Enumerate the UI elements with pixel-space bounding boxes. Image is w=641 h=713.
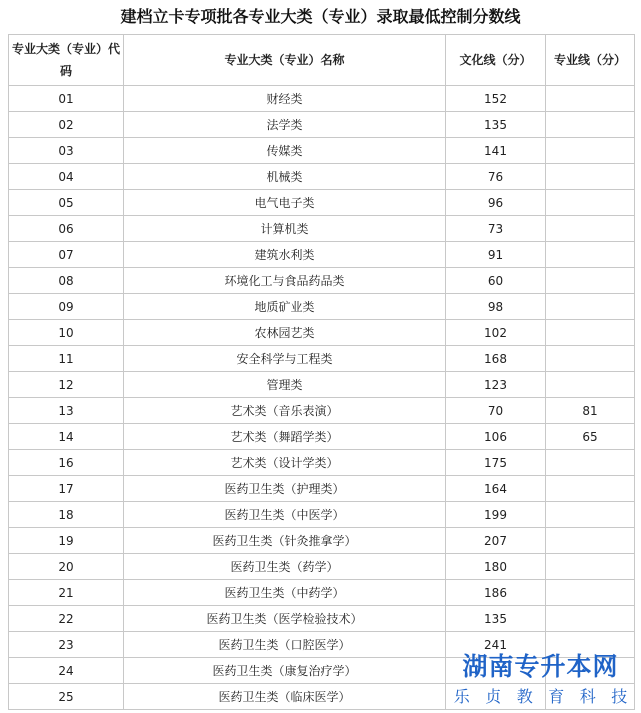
- cell-name: 传媒类: [124, 138, 446, 164]
- cell-culture-score: 186: [446, 580, 546, 606]
- cell-name: 电气电子类: [124, 190, 446, 216]
- cell-name: 管理类: [124, 372, 446, 398]
- watermark-subtitle: [440, 684, 641, 710]
- cell-major-score: [546, 190, 635, 216]
- cell-code: 09: [9, 294, 124, 320]
- cell-code: 05: [9, 190, 124, 216]
- table-row: [9, 294, 635, 320]
- cell-culture-score: 199: [446, 502, 546, 528]
- cell-name: 艺术类（舞蹈学类）: [124, 424, 446, 450]
- table-row: [9, 86, 635, 112]
- table-row: [9, 606, 635, 632]
- cell-name: 医药卫生类（护理类）: [124, 476, 446, 502]
- table-row: [9, 242, 635, 268]
- cell-name: 医药卫生类（中医学）: [124, 502, 446, 528]
- watermark-char: 育: [548, 687, 565, 706]
- cell-culture-score: 102: [446, 320, 546, 346]
- cell-code: 04: [9, 164, 124, 190]
- cell-code: 21: [9, 580, 124, 606]
- table-row: [9, 398, 635, 424]
- cell-name: 艺术类（音乐表演）: [124, 398, 446, 424]
- table-row: [9, 138, 635, 164]
- cell-culture-score: 96: [446, 190, 546, 216]
- header-culture-score: 文化线（分）: [446, 35, 546, 86]
- cell-code: 02: [9, 112, 124, 138]
- cell-name: 计算机类: [124, 216, 446, 242]
- cell-major-score: [546, 216, 635, 242]
- cell-culture-score: 60: [446, 268, 546, 294]
- cell-code: 03: [9, 138, 124, 164]
- score-table: [8, 34, 635, 710]
- header-major-score: 专业线（分）: [546, 35, 635, 86]
- cell-culture-score: 73: [446, 216, 546, 242]
- watermark-title: 湖南专升本网: [462, 652, 619, 681]
- cell-code: 24: [9, 658, 124, 684]
- table-row: [9, 346, 635, 372]
- cell-major-score: [546, 164, 635, 190]
- watermark-char: 科: [579, 687, 596, 706]
- cell-culture-score: 76: [446, 164, 546, 190]
- cell-name: 医药卫生类（药学）: [124, 554, 446, 580]
- cell-major-score: [546, 476, 635, 502]
- cell-name: 农林园艺类: [124, 320, 446, 346]
- cell-code: 22: [9, 606, 124, 632]
- cell-major-score: [546, 450, 635, 476]
- cell-code: 13: [9, 398, 124, 424]
- cell-culture-score: 207: [446, 528, 546, 554]
- cell-code: 14: [9, 424, 124, 450]
- cell-culture-score: 135: [446, 606, 546, 632]
- cell-culture-score: 98: [446, 294, 546, 320]
- cell-code: 11: [9, 346, 124, 372]
- cell-culture-score: 241: [446, 632, 546, 658]
- cell-major-score: [546, 346, 635, 372]
- cell-code: 20: [9, 554, 124, 580]
- cell-code: 10: [9, 320, 124, 346]
- table-row: [9, 528, 635, 554]
- cell-culture-score: 135: [446, 112, 546, 138]
- page-title: 建档立卡专项批各专业大类（专业）录取最低控制分数线: [120, 7, 521, 26]
- cell-code: 08: [9, 268, 124, 294]
- cell-culture-score: 164: [446, 476, 546, 502]
- table-row: [9, 372, 635, 398]
- cell-culture-score: 91: [446, 242, 546, 268]
- cell-major-score: [546, 294, 635, 320]
- cell-major-score: 81: [546, 398, 635, 424]
- table-row: [9, 112, 635, 138]
- table-row: [9, 502, 635, 528]
- table-row: [9, 216, 635, 242]
- cell-code: 01: [9, 86, 124, 112]
- table-row: [9, 320, 635, 346]
- cell-major-score: [546, 320, 635, 346]
- cell-culture-score: 152: [446, 86, 546, 112]
- cell-name: 医药卫生类（口腔医学）: [124, 632, 446, 658]
- cell-major-score: [546, 138, 635, 164]
- cell-code: 23: [9, 632, 124, 658]
- table-row: [9, 424, 635, 450]
- cell-name: 艺术类（设计学类）: [124, 450, 446, 476]
- cell-name: 医药卫生类（医学检验技术）: [124, 606, 446, 632]
- cell-major-score: [546, 268, 635, 294]
- cell-major-score: [546, 242, 635, 268]
- cell-name: 机械类: [124, 164, 446, 190]
- cell-major-score: [546, 372, 635, 398]
- cell-major-score: [546, 580, 635, 606]
- cell-culture-score: 141: [446, 138, 546, 164]
- cell-culture-score: 180: [446, 554, 546, 580]
- cell-culture-score: 123: [446, 372, 546, 398]
- watermark-char: 乐: [453, 687, 470, 706]
- cell-major-score: 65: [546, 424, 635, 450]
- table-row: [9, 580, 635, 606]
- watermark-char: 技: [611, 687, 628, 706]
- watermark-char: 教: [516, 687, 533, 706]
- cell-major-score: [546, 554, 635, 580]
- cell-major-score: [546, 112, 635, 138]
- cell-major-score: [546, 606, 635, 632]
- cell-culture-score: 175: [446, 450, 546, 476]
- cell-name: 医药卫生类（临床医学）: [124, 684, 446, 710]
- cell-code: 16: [9, 450, 124, 476]
- cell-code: 18: [9, 502, 124, 528]
- watermark-logo: [440, 650, 641, 713]
- cell-code: 07: [9, 242, 124, 268]
- cell-code: 12: [9, 372, 124, 398]
- cell-major-score: [546, 528, 635, 554]
- cell-name: 医药卫生类（针灸推拿学）: [124, 528, 446, 554]
- cell-code: 06: [9, 216, 124, 242]
- table-row: [9, 164, 635, 190]
- table-row: [9, 190, 635, 216]
- table-row: [9, 554, 635, 580]
- watermark-char: 贞: [485, 687, 502, 706]
- cell-name: 法学类: [124, 112, 446, 138]
- cell-name: 地质矿业类: [124, 294, 446, 320]
- table-row: [9, 476, 635, 502]
- cell-major-score: [546, 86, 635, 112]
- cell-name: 安全科学与工程类: [124, 346, 446, 372]
- cell-culture-score: 70: [446, 398, 546, 424]
- cell-name: 财经类: [124, 86, 446, 112]
- cell-culture-score: 106: [446, 424, 546, 450]
- table-row: [9, 450, 635, 476]
- header-name: 专业大类（专业）名称: [124, 35, 446, 86]
- table-row: [9, 268, 635, 294]
- cell-name: 医药卫生类（康复治疗学）: [124, 658, 446, 684]
- cell-name: 医药卫生类（中药学）: [124, 580, 446, 606]
- cell-name: 环境化工与食品药品类: [124, 268, 446, 294]
- cell-code: 17: [9, 476, 124, 502]
- table-body: [9, 86, 635, 710]
- cell-name: 建筑水利类: [124, 242, 446, 268]
- table-header-row: [9, 35, 635, 86]
- cell-code: 19: [9, 528, 124, 554]
- cell-culture-score: 168: [446, 346, 546, 372]
- cell-code: 25: [9, 684, 124, 710]
- header-code: 专业大类（专业）代码: [9, 35, 124, 86]
- cell-major-score: [546, 502, 635, 528]
